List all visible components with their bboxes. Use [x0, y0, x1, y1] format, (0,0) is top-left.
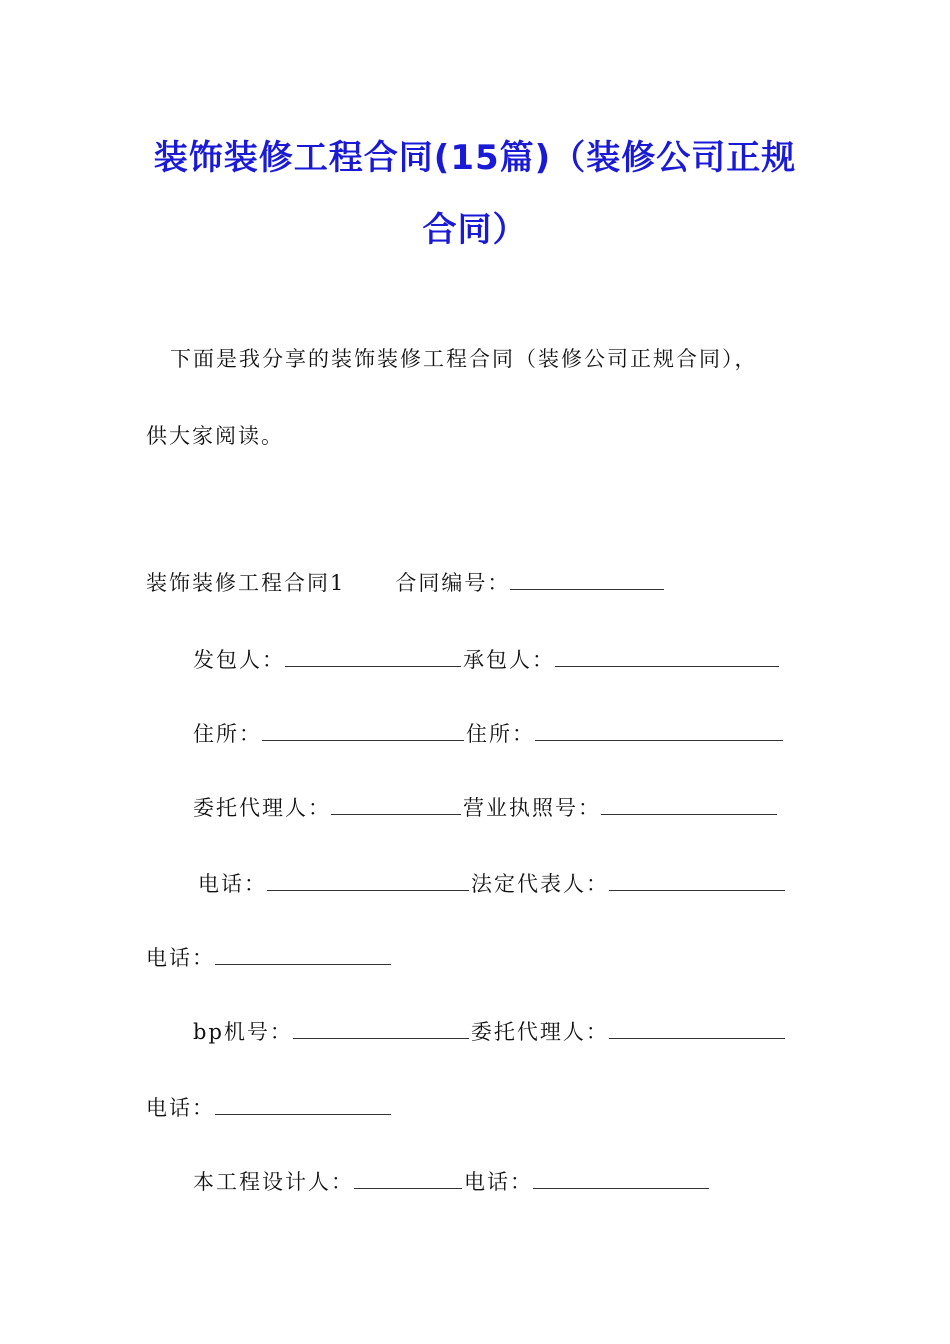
address-a-label: 住所： [193, 722, 262, 746]
party-b-blank [555, 644, 779, 667]
address-row [193, 718, 785, 749]
phone-b-blank [215, 942, 391, 965]
bp-label: bp机号： [193, 1020, 293, 1044]
legal-rep-blank [609, 868, 785, 891]
designer-blank [354, 1166, 462, 1189]
designer-phone-label: 电话： [464, 1170, 533, 1194]
party-b-label: 承包人： [463, 648, 555, 672]
address-b-label: 住所： [466, 722, 535, 746]
phone-c-label: 电话： [146, 1096, 215, 1120]
intro-line-1: 下面是我分享的装饰装修工程合同（装修公司正规合同）， [170, 347, 758, 371]
party-a-label: 发包人： [193, 648, 285, 672]
designer-label: 本工程设计人： [193, 1170, 354, 1194]
phone-legal-row [198, 868, 787, 899]
bp-agent-row [193, 1016, 787, 1047]
phone-a-blank [267, 868, 469, 891]
contract-heading-row [146, 567, 666, 598]
contract-number-blank [510, 567, 664, 590]
phone-c-blank [215, 1092, 391, 1115]
address-b-blank [535, 718, 783, 741]
designer-phone-blank [533, 1166, 709, 1189]
agent-a-blank [331, 792, 461, 815]
party-a-blank [285, 644, 461, 667]
bp-blank [293, 1016, 469, 1039]
agent-b-blank [609, 1016, 785, 1039]
agent-b-label: 委托代理人： [470, 1020, 609, 1044]
license-label: 营业执照号： [463, 796, 601, 820]
intro-line-2: 供大家阅读。 [146, 424, 284, 448]
legal-rep-label: 法定代表人： [471, 872, 609, 896]
phone-c-row [146, 1092, 393, 1123]
agent-license-row [193, 792, 779, 823]
contract-heading: 装饰装修工程合同1 [146, 571, 346, 595]
party-row [193, 644, 781, 675]
designer-row [193, 1166, 711, 1197]
agent-a-label: 委托代理人： [193, 796, 331, 820]
phone-b-row [146, 942, 393, 973]
license-blank [601, 792, 777, 815]
document-title-line-2: 合同） [422, 210, 528, 250]
document-title-line-1: 装饰装修工程合同(15篇)（装修公司正规 [153, 138, 797, 178]
address-a-blank [262, 718, 464, 741]
phone-b-label: 电话： [146, 946, 215, 970]
phone-a-label: 电话： [198, 872, 267, 896]
contract-number-label: 合同编号： [395, 571, 511, 595]
